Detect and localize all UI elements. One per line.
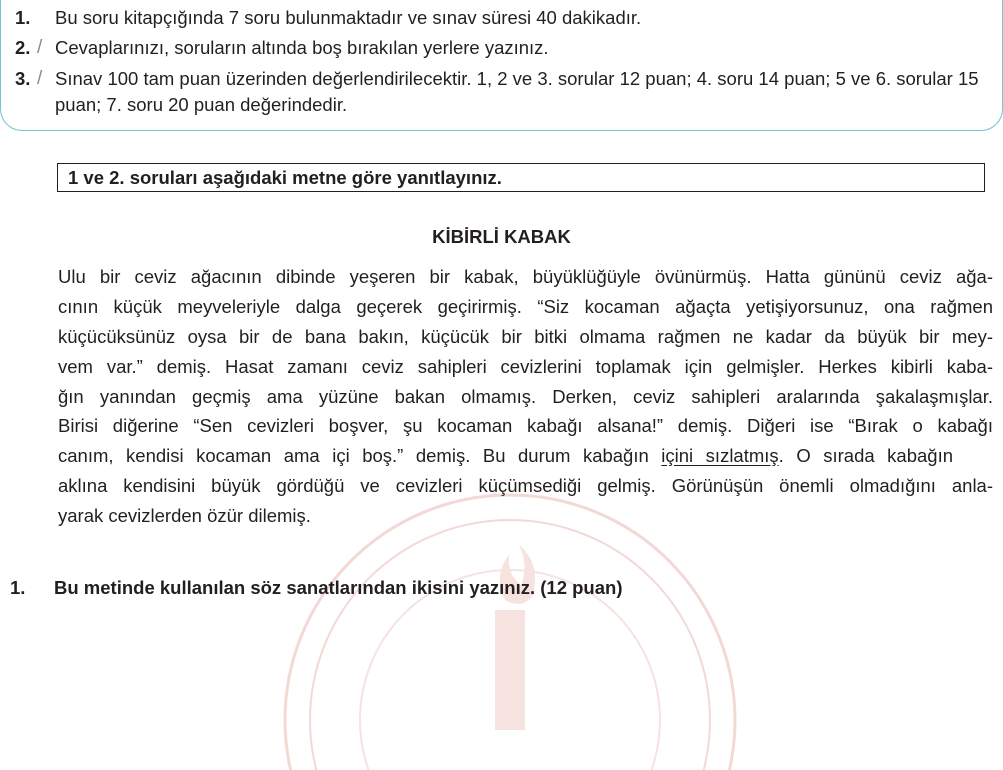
instruction-number: 2. <box>15 37 31 58</box>
instruction-number: 3. <box>15 68 31 89</box>
story-title: KİBİRLİ KABAK <box>432 226 571 247</box>
story-line: yarak cevizlerden özür dilemiş. <box>58 505 311 527</box>
instructions-panel <box>0 0 1003 131</box>
story-line: cının küçük meyveleriyle dalga geçerek geçirirmiş. “Siz kocaman ağaçta yetişiyorsunuz, ona rağmen <box>58 295 993 317</box>
instruction-text: Bu soru kitapçığında 7 soru bulunmaktadır ve sınav süresi 40 dakikadır. <box>55 7 642 28</box>
question-number: 1. <box>10 577 26 598</box>
story-line: küçücüksünüz oysa bir de bana bakın, küçücük bir bitki olmama rağmen ne kadar da büyük bir mey- <box>58 325 993 347</box>
instruction-text: Cevaplarınızı, soruların altında boş bırakılan yerlere yazınız. <box>55 37 549 58</box>
story-line: Birisi diğerine “Sen cevizleri boşver, şu kocaman kabağı alsana!” demiş. Diğeri ise “Bırak o kabağı <box>58 415 993 437</box>
instruction-text: Sınav 100 tam puan üzerinden değerlendirilecektir. 1, 2 ve 3. sorular 12 puan; 4. soru 14 puan; 5 ve 6. sorular 15 puan; 7. soru 20 puan değerindedir. <box>55 68 979 115</box>
section-header: 1 ve 2. soruları aşağıdaki metne göre yanıtlayınız. <box>57 163 985 192</box>
story-line: aklına kendisini büyük gördüğü ve cevizleri küçümsediği gelmiş. Görünüşün önemli olmadığını anla- <box>58 475 993 497</box>
story-line <box>58 441 953 471</box>
story-text <box>58 262 993 531</box>
underlined-phrase: içini sızlatmış <box>661 445 779 467</box>
story-line: ğın yanından geçmiş ama yüzüne bakan olmamış. Derken, ceviz sahipleri aralarında şakalaşmışlar. <box>58 385 993 407</box>
story-text-segment: canım, kendisi kocaman ama içi boş.” demiş. Bu durum kabağın <box>58 445 662 467</box>
story-text-segment: . O sırada kabağın <box>778 445 953 467</box>
instruction-number: 1. <box>15 7 31 28</box>
story-line: Ulu bir ceviz ağacının dibinde yeşeren bir kabak, büyüklüğüyle övünürmüş. Hatta gününü ceviz ağa- <box>58 266 993 287</box>
question-text: Bu metinde kullanılan söz sanatlarından ikisini yazınız. (12 puan) <box>54 577 623 598</box>
story-line: vem var.” demiş. Hasat zamanı ceviz sahipleri cevizlerini toplamak için gelmişler. Herkes kibirli kaba- <box>58 355 993 377</box>
slash-decoration-icon: / <box>37 37 43 58</box>
slash-decoration-icon: / <box>37 68 43 89</box>
